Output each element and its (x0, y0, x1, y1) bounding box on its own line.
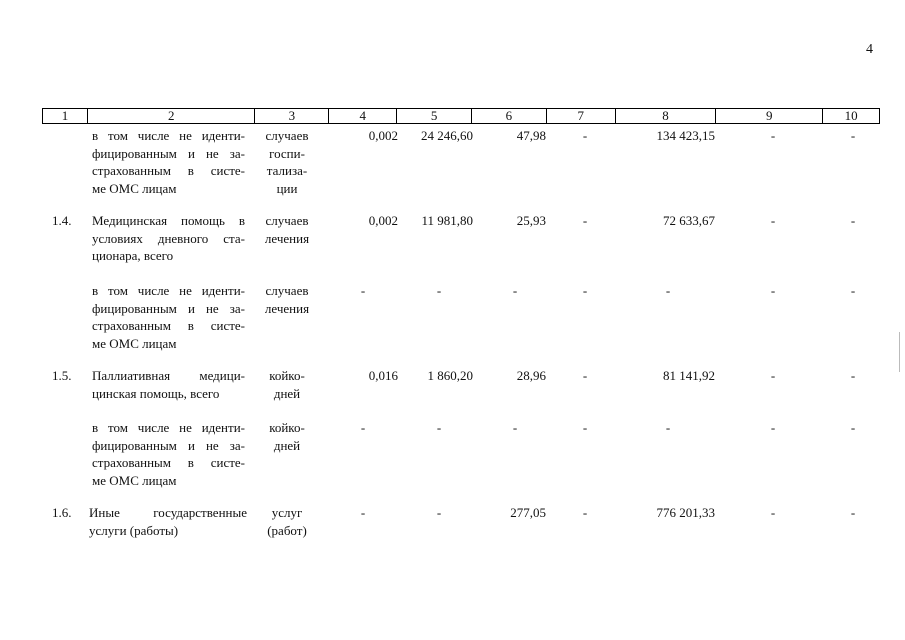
row-3-col-9: - (770, 368, 776, 383)
row-5-name-line-0: Иные государственные (89, 505, 247, 520)
header-col-6: 6 (472, 109, 547, 123)
row-5-col-6: 277,05 (510, 505, 546, 520)
row-4-name-line-2: страхованным в систе- (92, 455, 245, 470)
row-3-unit-line-0: койко- (269, 368, 305, 383)
row-4-name-line-0: в том числе не иденти- (92, 420, 245, 435)
row-2-col-8: - (665, 283, 671, 298)
row-3-unit-line-1: дней (273, 385, 301, 401)
header-col-2: 2 (88, 109, 256, 123)
row-1-col-6: 25,93 (516, 213, 546, 228)
row-4-unit-line-1: дней (273, 437, 301, 453)
row-2-col-6: - (512, 283, 518, 298)
row-4-col-4: - (360, 420, 366, 435)
row-0-unit-line-3: ции (276, 180, 298, 196)
row-0-col-7: - (582, 128, 588, 143)
column-number-header (42, 108, 880, 124)
header-col-5: 5 (397, 109, 472, 123)
row-5-col-5: - (436, 505, 442, 520)
row-3-name-line-0: Паллиативная медици- (92, 368, 245, 383)
row-1-unit-line-0: случаев (265, 213, 309, 228)
row-0-col-10: - (850, 128, 856, 143)
row-5-unit-line-1: (работ) (267, 522, 307, 538)
row-3-col-7: - (582, 368, 588, 383)
row-1-col-9: - (770, 213, 776, 228)
row-4-name-line-1: фицированным и не за- (92, 437, 245, 453)
row-0-col-9: - (770, 128, 776, 143)
row-4-col-8: - (665, 420, 671, 435)
row-2-name-line-2: страхованным в систе- (92, 318, 245, 333)
header-col-8: 8 (616, 109, 717, 123)
row-0-col-6: 47,98 (516, 128, 546, 143)
row-0-unit-line-0: случаев (265, 128, 309, 143)
row-2-name-line-1: фицированным и не за- (92, 300, 245, 316)
row-1-col-10: - (850, 213, 856, 228)
row-5-number: 1.6. (52, 505, 72, 520)
row-1-col-5: 11 981,80 (421, 213, 473, 228)
row-4-unit-line-0: койко- (269, 420, 305, 435)
row-3-name-line-1: цинская помощь, всего (92, 385, 220, 401)
row-0-name-line-1: фицированным и не за- (92, 145, 245, 161)
row-3-number: 1.5. (52, 368, 72, 383)
header-col-1: 1 (43, 109, 88, 123)
row-1-col-7: - (582, 213, 588, 228)
row-2-col-4: - (360, 283, 366, 298)
row-3-col-4: 0,016 (368, 368, 398, 383)
row-2-col-9: - (770, 283, 776, 298)
row-0-name-line-3: ме ОМС лицам (92, 180, 177, 196)
row-2-unit-line-0: случаев (265, 283, 309, 298)
row-0-col-8: 134 423,15 (656, 128, 715, 143)
row-0-col-4: 0,002 (368, 128, 398, 143)
row-1-name-line-0: Медицинская помощь в (92, 213, 245, 228)
row-2-name-line-3: ме ОМС лицам (92, 335, 177, 351)
row-3-col-8: 81 141,92 (663, 368, 715, 383)
row-0-name-line-0: в том числе не иденти- (92, 128, 245, 143)
row-3-col-6: 28,96 (516, 368, 546, 383)
row-2-name-line-0: в том числе не иденти- (92, 283, 245, 298)
row-0-unit-line-1: госпи- (269, 145, 305, 161)
row-4-name-line-3: ме ОМС лицам (92, 472, 177, 488)
row-1-name-line-2: ционара, всего (92, 248, 174, 263)
row-5-col-7: - (582, 505, 588, 520)
header-col-10: 10 (844, 108, 858, 123)
row-5-col-9: - (770, 505, 776, 520)
row-1-number: 1.4. (52, 213, 72, 228)
row-0-name-line-2: страхованным в систе- (92, 163, 245, 178)
scan-edge-mark (899, 332, 900, 372)
row-5-unit-line-0: услуг (271, 505, 303, 520)
row-5-col-4: - (360, 505, 366, 520)
row-1-col-4: 0,002 (368, 213, 398, 228)
header-col-3: 3 (255, 109, 329, 123)
row-4-col-9: - (770, 420, 776, 435)
header-col-7: 7 (547, 109, 616, 123)
row-4-col-10: - (850, 420, 856, 435)
row-5-name-line-1: услуги (работы) (89, 522, 179, 538)
page-number: 4 (866, 42, 873, 57)
header-col-4: 4 (329, 109, 397, 123)
row-4-col-6: - (512, 420, 518, 435)
row-4-col-5: - (436, 420, 442, 435)
row-2-col-7: - (582, 283, 588, 298)
row-4-col-7: - (582, 420, 588, 435)
row-2-col-10: - (850, 283, 856, 298)
row-2-col-5: - (436, 283, 442, 298)
row-5-col-10: - (850, 505, 856, 520)
row-3-col-5: 1 860,20 (427, 368, 473, 383)
row-0-unit-line-2: тализа- (266, 163, 308, 178)
header-col-9: 9 (716, 109, 823, 123)
row-1-col-8: 72 633,67 (663, 213, 715, 228)
row-5-col-8: 776 201,33 (656, 505, 715, 520)
row-2-unit-line-1: лечения (264, 300, 310, 316)
row-1-unit-line-1: лечения (264, 230, 310, 246)
row-1-name-line-1: условиях дневного ста- (92, 230, 245, 246)
row-0-col-5: 24 246,60 (421, 128, 473, 143)
row-3-col-10: - (850, 368, 856, 383)
